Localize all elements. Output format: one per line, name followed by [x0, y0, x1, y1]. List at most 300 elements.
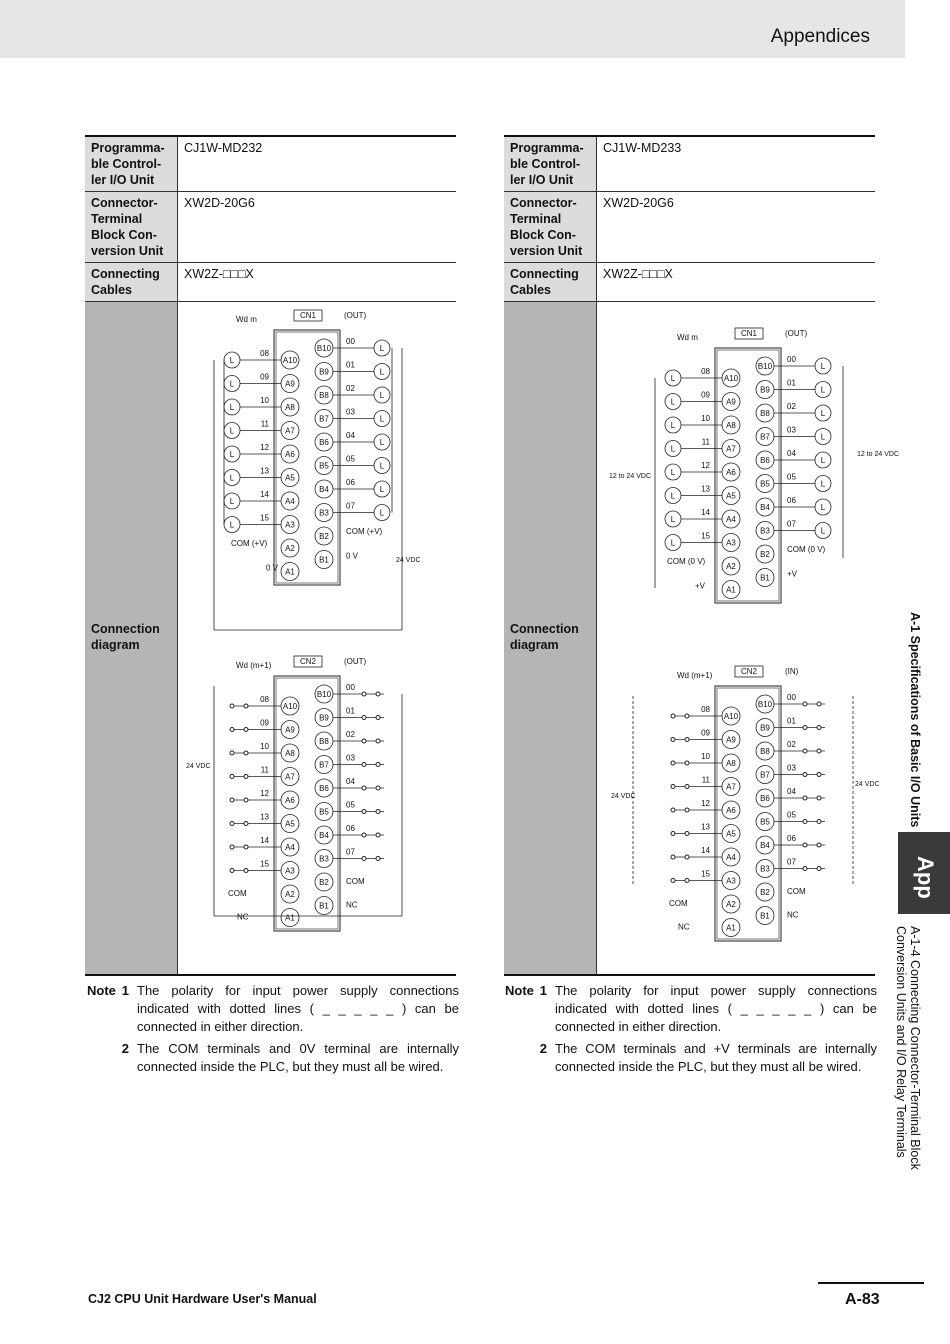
- bit-label: 04: [346, 431, 355, 440]
- terminal-a-label: A4: [285, 843, 295, 852]
- terminal-a-label: A7: [285, 426, 295, 436]
- terminal-b-label: B8: [760, 409, 770, 418]
- terminal-b-label: B5: [760, 479, 770, 489]
- bit-label: 12: [701, 461, 710, 470]
- note-key: [87, 1040, 115, 1076]
- load-label: L: [670, 374, 676, 383]
- contact: [230, 751, 234, 755]
- bit-label: 06: [346, 478, 355, 487]
- nc-label: NC: [237, 912, 249, 922]
- bit-label: 03: [346, 407, 355, 417]
- load-label: L: [820, 456, 826, 465]
- table-row: [504, 192, 875, 263]
- bit-label: 09: [260, 372, 269, 382]
- contact: [803, 726, 807, 730]
- terminal-a-label: A10: [282, 356, 298, 365]
- terminal-a-label: A1: [285, 913, 295, 923]
- bit-label: 06: [787, 496, 796, 505]
- diagram-label-cell: [504, 302, 597, 976]
- terminal-b-label: B5: [319, 461, 329, 471]
- contact: [817, 749, 821, 753]
- load-label: L: [229, 426, 235, 436]
- bit-label: 12: [260, 789, 269, 798]
- contact: [230, 822, 234, 826]
- bit-label: 15: [701, 869, 710, 879]
- word-label: Wd (m+1): [677, 671, 713, 680]
- terminal-a-label: A7: [285, 772, 295, 782]
- contact: [817, 867, 821, 871]
- terminal-b-label: B1: [319, 555, 329, 565]
- terminal-b-label: B10: [757, 362, 773, 371]
- plus-v-label: +V: [787, 569, 798, 579]
- load-label: L: [229, 497, 235, 506]
- supply-label: 24 VDC: [186, 763, 211, 770]
- right-spec-table: [504, 135, 900, 976]
- terminal-b-label: B2: [760, 550, 770, 559]
- load-label: L: [670, 468, 676, 477]
- row-label: Connecting Cables: [85, 263, 178, 302]
- bit-label: 07: [346, 501, 355, 511]
- note-key: Note: [505, 983, 534, 998]
- note-text: The polarity for input power supply connections indicated with dotted lines ( _ _ _ _ _ ) can be connected in either direction.: [555, 983, 877, 1034]
- terminal-a-label: A10: [282, 702, 298, 711]
- contact: [685, 738, 689, 742]
- footer-page-number: A-83: [845, 1291, 880, 1308]
- diagram-row: [85, 302, 456, 976]
- contact: [817, 820, 821, 824]
- contact: [230, 845, 234, 849]
- cn-label: CN2: [299, 657, 317, 666]
- terminal-a-label: A1: [726, 585, 736, 595]
- terminal-a-label: A1: [285, 567, 295, 577]
- load-label: L: [820, 362, 826, 371]
- nc-label: NC: [787, 910, 799, 920]
- load-label: L: [670, 397, 676, 407]
- contact: [244, 775, 248, 779]
- bit-label: 03: [346, 753, 355, 763]
- bit-label: 04: [787, 787, 796, 796]
- contact: [817, 726, 821, 730]
- cn-label: CN2: [740, 667, 758, 676]
- terminal-b-label: B8: [319, 391, 329, 400]
- terminal-b-label: B6: [319, 784, 329, 793]
- contact: [803, 843, 807, 847]
- terminal-b-label: B3: [319, 854, 329, 864]
- terminal-a-label: A8: [285, 403, 295, 412]
- terminal-a-label: A3: [726, 876, 736, 886]
- bit-label: 11: [260, 419, 269, 429]
- contact: [803, 702, 807, 706]
- terminal-a-label: A4: [285, 497, 295, 506]
- bit-label: 01: [346, 706, 355, 716]
- bit-label: 01: [787, 378, 796, 388]
- terminal-a-label: A9: [726, 397, 736, 407]
- bit-label: 14: [260, 490, 269, 499]
- load-label: L: [820, 409, 826, 418]
- terminal-a-label: A9: [726, 735, 736, 745]
- load-label: L: [670, 491, 676, 501]
- bit-label: 04: [346, 777, 355, 786]
- com-label: COM (+V): [231, 539, 268, 548]
- contact: [817, 843, 821, 847]
- note-text: The COM terminals and +V terminals are internally connected inside the PLC, but they must all be wired.: [555, 1041, 877, 1074]
- contact: [376, 716, 380, 720]
- contact: [362, 692, 366, 696]
- contact: [230, 798, 234, 802]
- bit-label: 10: [260, 396, 269, 405]
- terminal-b-label: B3: [760, 864, 770, 874]
- terminal-b-label: B9: [760, 723, 770, 733]
- terminal-b-label: B9: [319, 367, 329, 377]
- diagram-label: Connection diagram: [510, 622, 579, 652]
- terminal-b-label: B4: [319, 485, 329, 494]
- table-row: [85, 192, 456, 263]
- load-label: L: [379, 485, 385, 494]
- note-text: The COM terminals and 0V terminal are internally connected inside the PLC, but they must all be wired.: [137, 1041, 459, 1074]
- terminal-a-label: A7: [726, 782, 736, 792]
- zero-v-label: 0 V: [346, 551, 359, 561]
- bit-label: 05: [346, 454, 355, 464]
- com-label: COM: [228, 889, 247, 898]
- terminal-a-label: A10: [723, 374, 739, 383]
- bit-label: 09: [701, 728, 710, 738]
- bit-label: 15: [260, 859, 269, 869]
- bit-label: 11: [701, 437, 710, 447]
- terminal-b-label: B9: [319, 713, 329, 723]
- bit-label: 15: [701, 531, 710, 541]
- note-key: Note: [87, 983, 116, 998]
- terminal-b-label: B2: [760, 888, 770, 897]
- note-key: [505, 1040, 533, 1076]
- terminal-a-label: A2: [726, 562, 736, 571]
- load-label: L: [379, 414, 385, 424]
- terminal-b-label: B7: [760, 432, 770, 442]
- terminal-a-label: A6: [726, 806, 736, 815]
- cn-label: CN1: [299, 311, 317, 320]
- note-number: 2: [121, 1041, 129, 1056]
- terminal-a-label: A6: [726, 468, 736, 477]
- load-label: L: [670, 444, 676, 454]
- table-row: [85, 136, 456, 192]
- terminal-b-label: B6: [760, 456, 770, 465]
- supply-label: 12 to 24 VDC: [857, 451, 900, 458]
- terminal-b-label: B1: [760, 911, 770, 921]
- bit-label: 14: [701, 508, 710, 517]
- contact: [376, 833, 380, 837]
- load-label: L: [670, 515, 676, 524]
- io-mode-label: (IN): [785, 667, 799, 676]
- supply-label: 24 VDC: [611, 793, 636, 800]
- load-label: L: [229, 379, 235, 389]
- row-value: CJ1W-MD232: [184, 141, 263, 155]
- terminal-b-label: B6: [319, 438, 329, 447]
- contact: [244, 798, 248, 802]
- contact: [671, 808, 675, 812]
- contact: [376, 763, 380, 767]
- note-item: [87, 982, 459, 1036]
- com-label: COM (0 V): [667, 557, 706, 566]
- app-tab-label: App: [913, 856, 938, 899]
- bit-label: 04: [787, 449, 796, 458]
- terminal-b-label: B3: [760, 526, 770, 536]
- bit-label: 07: [787, 857, 796, 867]
- contact: [671, 785, 675, 789]
- contact: [244, 728, 248, 732]
- contact: [685, 879, 689, 883]
- load-label: L: [379, 344, 385, 353]
- load-label: L: [229, 450, 235, 459]
- contact: [685, 855, 689, 859]
- word-label: Wd m: [677, 333, 698, 342]
- contact: [230, 728, 234, 732]
- bit-label: 05: [787, 472, 796, 482]
- left-spec-table: [85, 135, 456, 976]
- bit-label: 01: [346, 360, 355, 370]
- contact: [362, 786, 366, 790]
- supply-label: 24 VDC: [855, 781, 880, 788]
- note-item: [87, 1040, 459, 1076]
- cn-label: CN1: [740, 329, 758, 338]
- terminal-b-label: B7: [319, 414, 329, 424]
- terminal-b-label: B5: [760, 817, 770, 827]
- com-label: COM (0 V): [787, 545, 826, 554]
- diagram-label-cell: [85, 302, 178, 976]
- bit-label: 08: [701, 367, 710, 376]
- left-wiring-diagram: [184, 306, 454, 966]
- bit-label: 02: [346, 384, 355, 393]
- load-label: L: [379, 461, 385, 471]
- right-notes: [505, 982, 877, 1080]
- terminal-b-label: B4: [760, 841, 770, 850]
- bit-label: 13: [260, 466, 269, 476]
- terminal-b-label: B7: [319, 760, 329, 770]
- load-label: L: [379, 438, 385, 447]
- right-wiring-diagram: [603, 306, 900, 966]
- app-tab: [898, 832, 950, 914]
- note-number: 2: [539, 1041, 547, 1056]
- footer-rule: [818, 1282, 924, 1284]
- contact: [685, 832, 689, 836]
- row-label: Programma- ble Control- ler I/O Unit: [85, 136, 178, 192]
- contact: [230, 704, 234, 708]
- terminal-b-label: B1: [760, 573, 770, 583]
- contact: [230, 775, 234, 779]
- bit-label: 00: [787, 693, 796, 702]
- contact: [362, 833, 366, 837]
- contact: [362, 857, 366, 861]
- contact: [362, 763, 366, 767]
- nc-label: NC: [346, 900, 358, 910]
- load-label: L: [229, 356, 235, 365]
- bit-label: 08: [260, 695, 269, 704]
- bit-label: 07: [787, 519, 796, 529]
- row-value: XW2Z-□□□X: [603, 267, 673, 281]
- bit-label: 07: [346, 847, 355, 857]
- bit-label: 10: [260, 742, 269, 751]
- contact: [362, 739, 366, 743]
- bit-label: 05: [346, 800, 355, 810]
- diagram-cell: [597, 302, 900, 976]
- load-label: L: [820, 526, 826, 536]
- terminal-b-label: B10: [757, 700, 773, 709]
- io-mode-label: (OUT): [344, 657, 367, 666]
- table-row: [504, 263, 875, 302]
- contact: [803, 749, 807, 753]
- load-label: L: [670, 421, 676, 430]
- terminal-a-label: A2: [726, 900, 736, 909]
- terminal-b-label: B9: [760, 385, 770, 395]
- load-label: L: [820, 385, 826, 395]
- contact: [362, 716, 366, 720]
- contact: [803, 820, 807, 824]
- contact: [671, 832, 675, 836]
- bit-label: 14: [260, 836, 269, 845]
- terminal-b-label: B7: [760, 770, 770, 780]
- bit-label: 11: [701, 775, 710, 785]
- note-number: 1: [121, 983, 129, 998]
- terminal-b-label: B10: [316, 690, 332, 699]
- contact: [685, 808, 689, 812]
- table-row: [85, 263, 456, 302]
- load-label: L: [229, 403, 235, 412]
- footer-manual-title: CJ2 CPU Unit Hardware User's Manual: [88, 1292, 317, 1306]
- note-number: 1: [539, 983, 547, 998]
- supply-label: 12 to 24 VDC: [609, 473, 652, 480]
- side-section-title: A-1 Specifications of Basic I/O Units: [908, 612, 922, 828]
- terminal-a-label: A2: [285, 890, 295, 899]
- load-label: L: [379, 508, 385, 518]
- terminal-a-label: A2: [285, 544, 295, 553]
- terminal-a-label: A3: [726, 538, 736, 548]
- contact: [685, 785, 689, 789]
- contact: [803, 867, 807, 871]
- bit-label: 08: [260, 349, 269, 358]
- terminal-b-label: B2: [319, 532, 329, 541]
- terminal-b-label: B4: [319, 831, 329, 840]
- table-row: [504, 136, 875, 192]
- row-label: Programma- ble Control- ler I/O Unit: [504, 136, 597, 192]
- terminal-a-label: A8: [726, 421, 736, 430]
- bit-label: 11: [260, 765, 269, 775]
- terminal-a-label: A9: [285, 725, 295, 735]
- contact: [803, 773, 807, 777]
- left-notes: [87, 982, 459, 1080]
- contact: [376, 786, 380, 790]
- terminal-a-label: A5: [285, 819, 295, 829]
- bit-label: 00: [787, 355, 796, 364]
- terminal-a-label: A6: [285, 796, 295, 805]
- bit-label: 06: [346, 824, 355, 833]
- row-label: Connector- Terminal Block Con- version Unit: [85, 192, 178, 263]
- bit-label: 14: [701, 846, 710, 855]
- terminal-a-label: A5: [285, 473, 295, 483]
- nc-label: NC: [678, 922, 690, 932]
- contact: [244, 822, 248, 826]
- terminal-b-label: B10: [316, 344, 332, 353]
- load-label: L: [379, 367, 385, 377]
- contact: [244, 845, 248, 849]
- diagram-label: Connection diagram: [91, 622, 160, 652]
- header-band: [0, 0, 905, 58]
- com-label: COM (+V): [346, 527, 383, 536]
- word-label: Wd (m+1): [236, 661, 272, 670]
- contact: [244, 704, 248, 708]
- bit-label: 02: [346, 730, 355, 739]
- bit-label: 15: [260, 513, 269, 523]
- terminal-a-label: A5: [726, 491, 736, 501]
- diagram-row: [504, 302, 875, 976]
- com-label: COM: [787, 887, 806, 896]
- bit-label: 02: [787, 740, 796, 749]
- contact: [376, 857, 380, 861]
- bit-label: 09: [701, 390, 710, 400]
- io-mode-label: (OUT): [344, 311, 367, 320]
- contact: [376, 739, 380, 743]
- bit-label: 12: [701, 799, 710, 808]
- bit-label: 00: [346, 683, 355, 692]
- contact: [230, 869, 234, 873]
- contact: [817, 796, 821, 800]
- bit-label: 03: [787, 425, 796, 435]
- contact: [671, 879, 675, 883]
- load-label: L: [670, 538, 676, 548]
- note-item: [505, 982, 877, 1036]
- contact: [362, 810, 366, 814]
- terminal-a-label: A6: [285, 450, 295, 459]
- contact: [817, 773, 821, 777]
- contact: [685, 761, 689, 765]
- terminal-b-label: B5: [319, 807, 329, 817]
- side-subsection-title: A-1-4 Connecting Connector-Terminal Block Conversion Units and I/O Relay Terminals: [894, 926, 922, 1170]
- bit-label: 08: [701, 705, 710, 714]
- bit-label: 10: [701, 414, 710, 423]
- load-label: L: [379, 391, 385, 400]
- row-value: XW2D-20G6: [603, 196, 674, 210]
- word-label: Wd m: [236, 315, 257, 324]
- terminal-a-label: A4: [726, 515, 736, 524]
- contact: [671, 855, 675, 859]
- note-item: [505, 1040, 877, 1076]
- terminal-a-label: A10: [723, 712, 739, 721]
- page-header-title: Appendices: [770, 26, 870, 47]
- contact: [671, 761, 675, 765]
- contact: [376, 692, 380, 696]
- contact: [817, 702, 821, 706]
- bit-label: 00: [346, 337, 355, 346]
- terminal-b-label: B8: [760, 747, 770, 756]
- terminal-a-label: A5: [726, 829, 736, 839]
- bit-label: 10: [701, 752, 710, 761]
- note-text: The polarity for input power supply connections indicated with dotted lines ( _ _ _ _ _ ) can be connected in either direction.: [137, 983, 459, 1034]
- terminal-b-label: B2: [319, 878, 329, 887]
- contact: [244, 751, 248, 755]
- row-label: Connecting Cables: [504, 263, 597, 302]
- diagram-cell: [178, 302, 457, 976]
- terminal-b-label: B3: [319, 508, 329, 518]
- terminal-a-label: A8: [726, 759, 736, 768]
- bit-label: 13: [701, 822, 710, 832]
- terminal-a-label: A7: [726, 444, 736, 454]
- bit-label: 13: [701, 484, 710, 494]
- terminal-a-label: A1: [726, 923, 736, 933]
- load-label: L: [820, 503, 826, 512]
- io-mode-label: (OUT): [785, 329, 808, 338]
- load-label: L: [229, 520, 235, 530]
- terminal-b-label: B4: [760, 503, 770, 512]
- bit-label: 06: [787, 834, 796, 843]
- terminal-a-label: A4: [726, 853, 736, 862]
- row-value: XW2D-20G6: [184, 196, 255, 210]
